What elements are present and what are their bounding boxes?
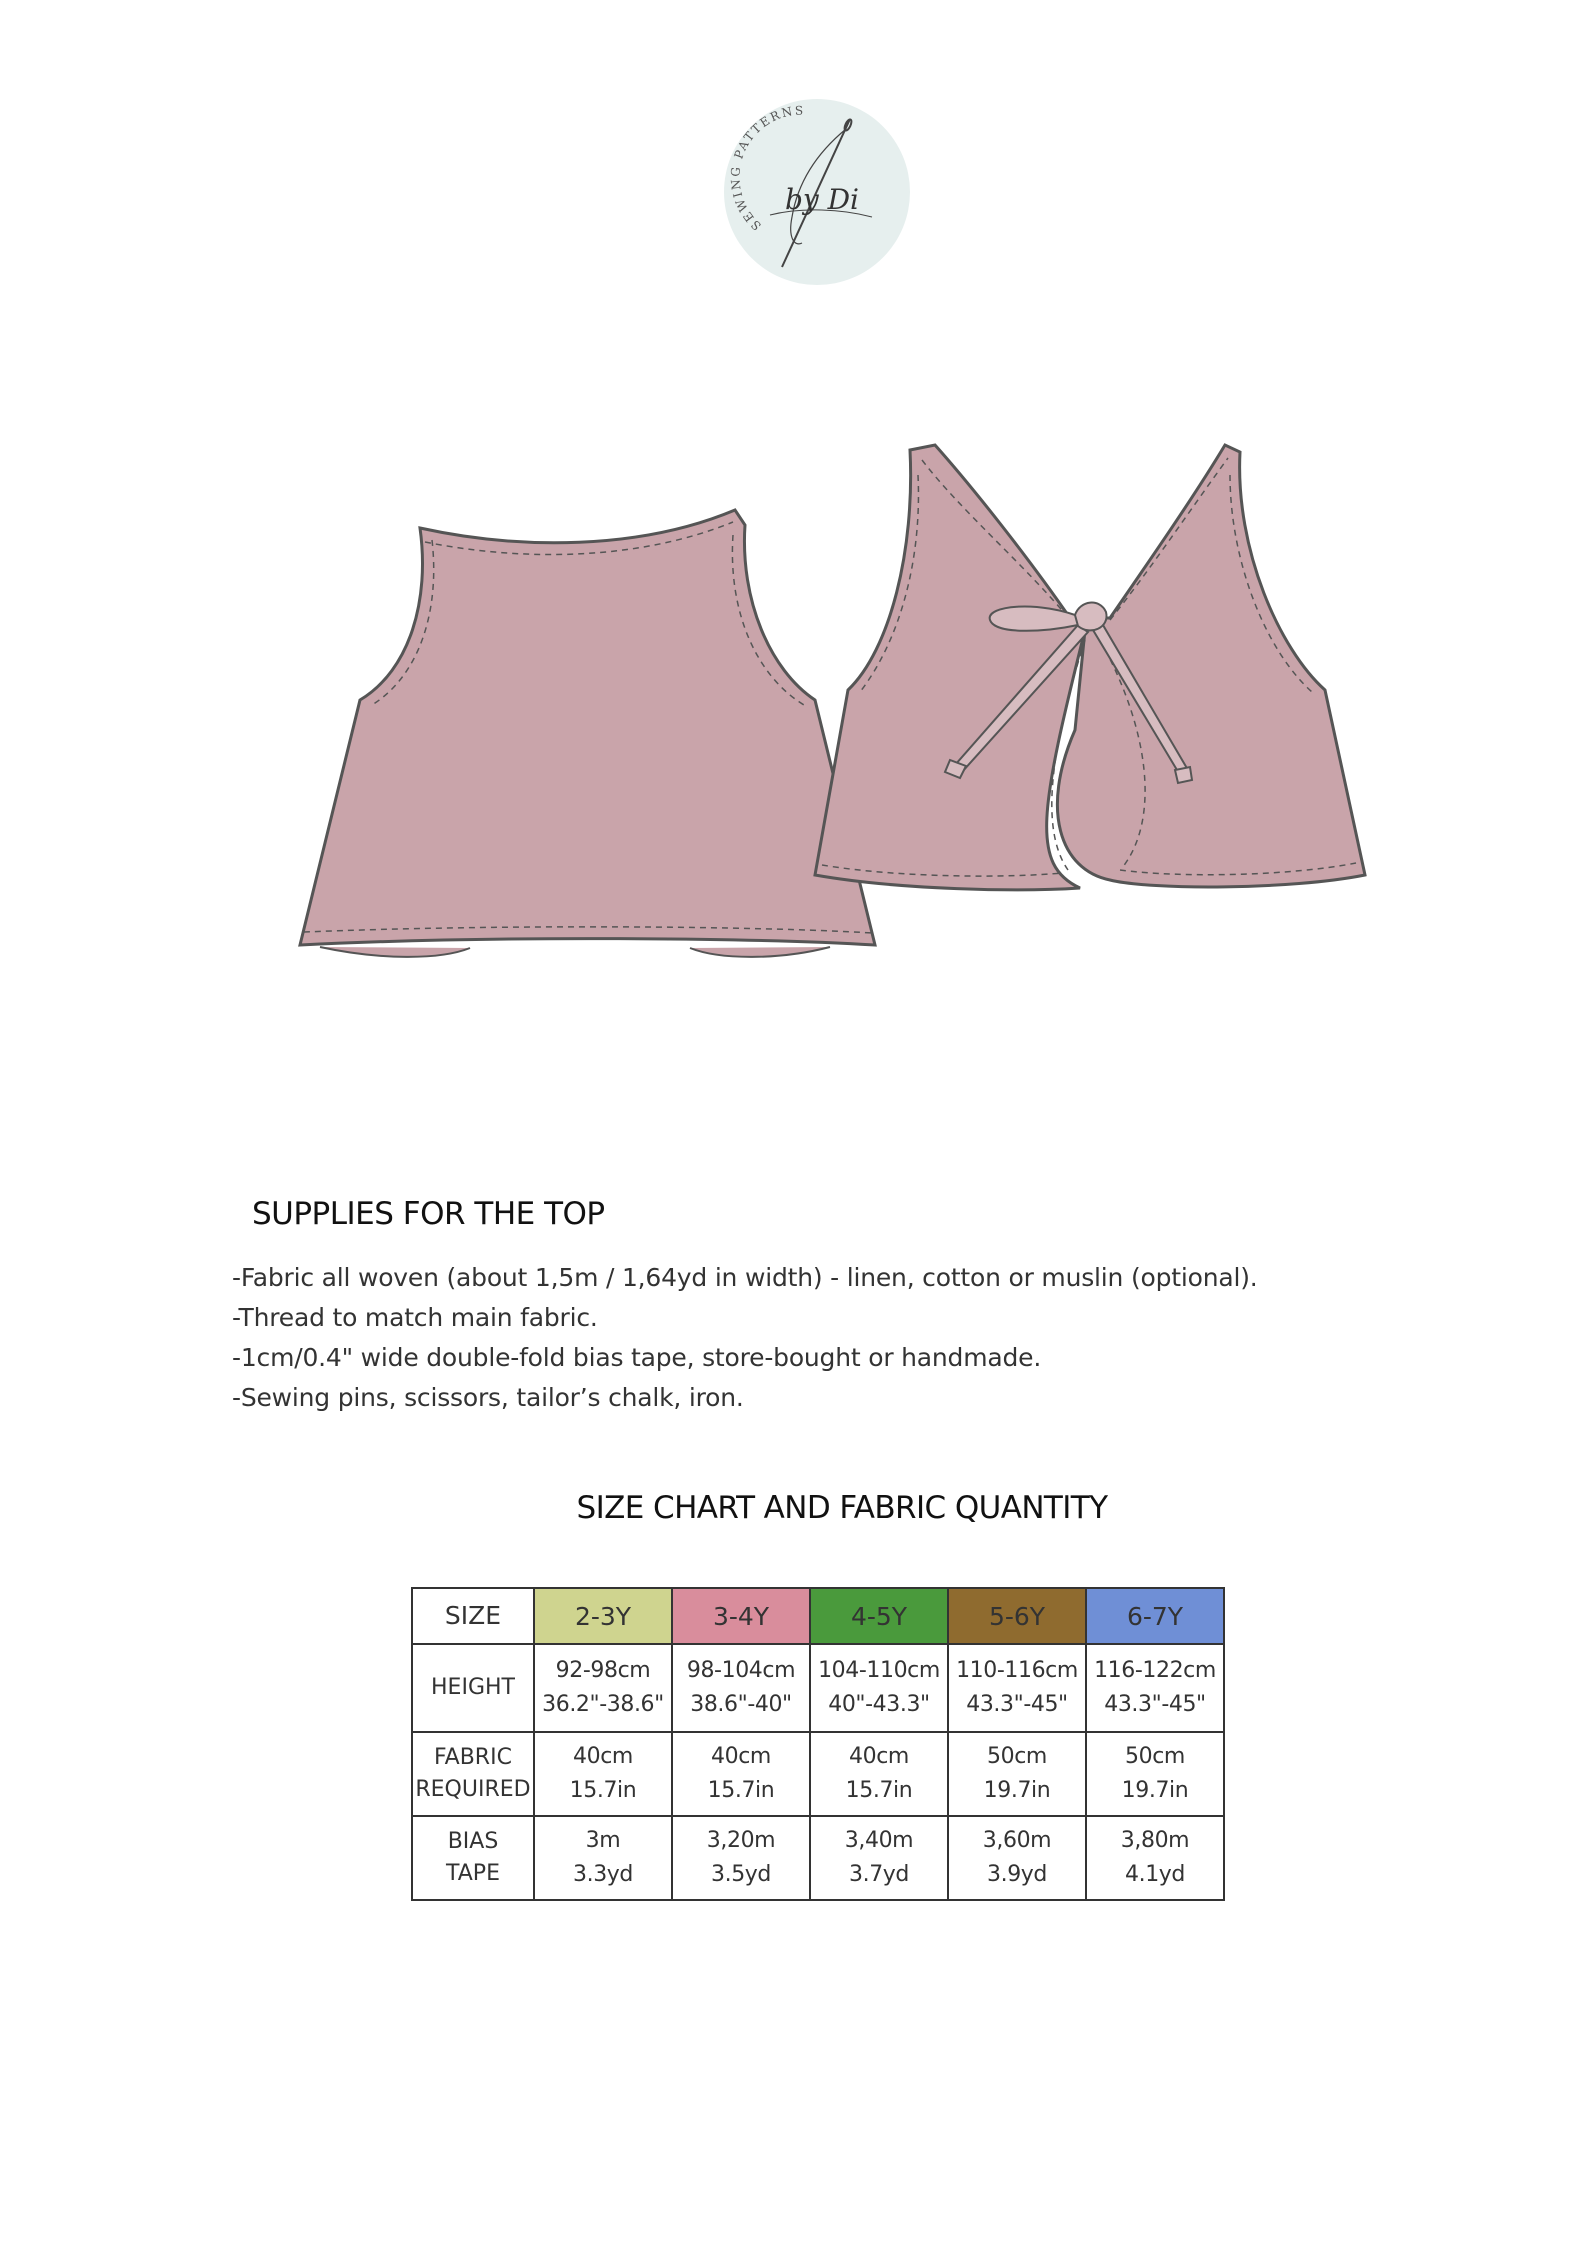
- size-column-5-6y: 5-6Y: [948, 1588, 1086, 1644]
- table-cell: 50cm 19.7in: [948, 1732, 1086, 1816]
- top-back-view: [300, 510, 875, 957]
- size-column-6-7y: 6-7Y: [1086, 1588, 1224, 1644]
- row-label-bias-tape: BIAS TAPE: [412, 1816, 534, 1900]
- logo-arc-text: SEWING PATTERNS: [728, 103, 806, 234]
- supplies-title: SUPPLIES FOR THE TOP: [252, 1196, 605, 1232]
- table-cell: 3m 3.3yd: [534, 1816, 672, 1900]
- brand-logo: [722, 97, 912, 287]
- table-row: [412, 1644, 1224, 1732]
- size-column-2-3y: 2-3Y: [534, 1588, 672, 1644]
- garment-illustration: [0, 400, 1588, 1000]
- table-row: [412, 1816, 1224, 1900]
- supply-item: -1cm/0.4" wide double-fold bias tape, store-bought or handmade.: [232, 1343, 1042, 1372]
- table-header-row: [412, 1588, 1224, 1644]
- table-cell: 116-122cm 43.3"-45": [1086, 1644, 1224, 1732]
- size-chart-title: SIZE CHART AND FABRIC QUANTITY: [576, 1490, 1108, 1526]
- table-cell: 98-104cm 38.6"-40": [672, 1644, 810, 1732]
- row-label-fabric-required: FABRIC REQUIRED: [412, 1732, 534, 1816]
- table-cell: 110-116cm 43.3"-45": [948, 1644, 1086, 1732]
- supply-item: -Fabric all woven (about 1,5m / 1,64yd in width) - linen, cotton or muslin (optional).: [232, 1263, 1258, 1292]
- logo-brand-text: by Di: [784, 183, 860, 216]
- table-cell: 40cm 15.7in: [534, 1732, 672, 1816]
- table-row: [412, 1732, 1224, 1816]
- table-cell: 104-110cm 40"-43.3": [810, 1644, 948, 1732]
- table-cell: 3,40m 3.7yd: [810, 1816, 948, 1900]
- size-column-4-5y: 4-5Y: [810, 1588, 948, 1644]
- supply-list: [232, 1258, 1258, 1418]
- top-front-view: [815, 445, 1365, 890]
- size-chart-table: [411, 1587, 1225, 1901]
- table-cell: 92-98cm 36.2"-38.6": [534, 1644, 672, 1732]
- row-label-height: HEIGHT: [412, 1644, 534, 1732]
- supply-item: -Thread to match main fabric.: [232, 1303, 598, 1332]
- table-cell: 50cm 19.7in: [1086, 1732, 1224, 1816]
- table-cell: 3,60m 3.9yd: [948, 1816, 1086, 1900]
- size-header-cell: SIZE: [412, 1588, 534, 1644]
- table-cell: 40cm 15.7in: [672, 1732, 810, 1816]
- table-cell: 40cm 15.7in: [810, 1732, 948, 1816]
- table-cell: 3,80m 4.1yd: [1086, 1816, 1224, 1900]
- table-cell: 3,20m 3.5yd: [672, 1816, 810, 1900]
- size-column-3-4y: 3-4Y: [672, 1588, 810, 1644]
- supply-item: -Sewing pins, scissors, tailor’s chalk, iron.: [232, 1383, 744, 1412]
